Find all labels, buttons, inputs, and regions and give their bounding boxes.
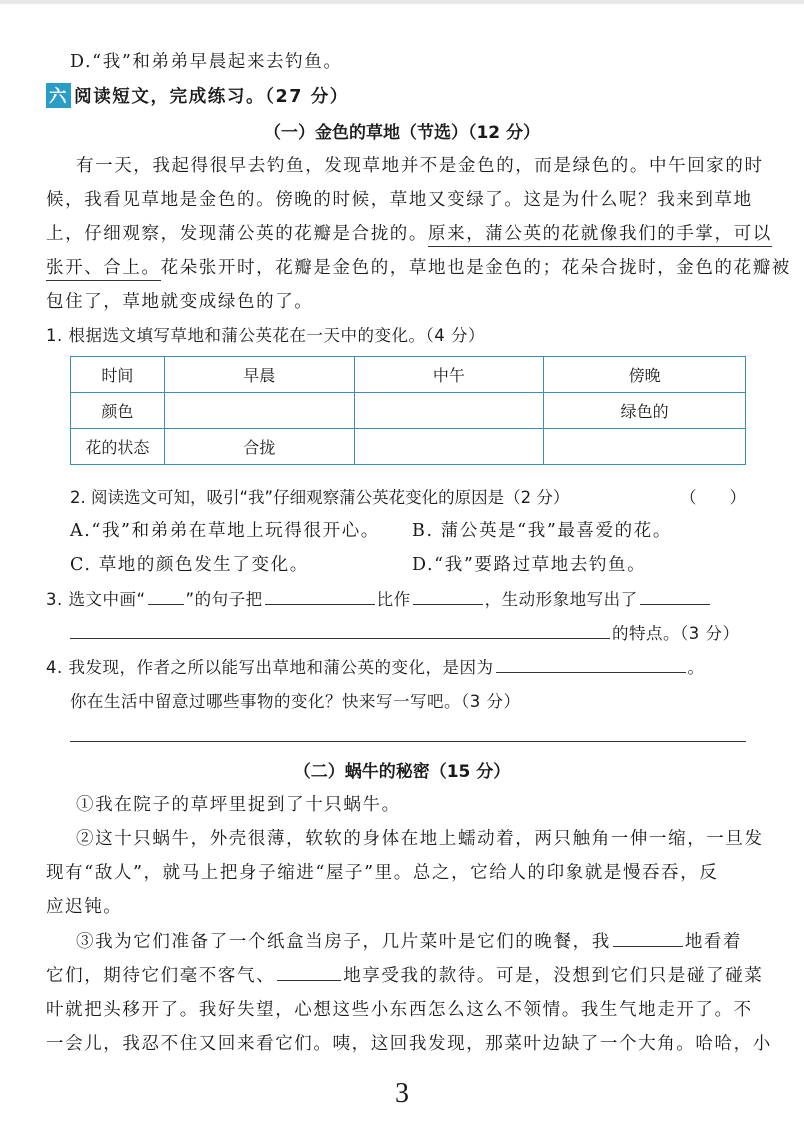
option-c[interactable]: C. 草地的颜色发生了变化。 [70, 555, 309, 575]
option-b[interactable]: B. 蒲公英是“我”最喜爱的花。 [412, 521, 672, 541]
page-number: 3 [395, 1078, 409, 1109]
question-3-part-3: 比作 [376, 590, 411, 609]
passage2-text: ③我为它们准备了一个纸盒当房子，几片菜叶是它们的晚餐，我 [76, 932, 611, 952]
answer-blank[interactable] [148, 603, 184, 605]
question-2-answer-paren[interactable]: （ ） [680, 488, 746, 507]
passage2-text: 地看着 [684, 932, 743, 952]
answer-cell-noon-color[interactable] [354, 393, 544, 429]
passage1-line-4-text: 花朵张开时，花瓣是金色的，草地也是金色的；花朵合拢时，金色的花瓣被 [160, 258, 791, 278]
option-d[interactable]: D.“我”要路过草地去钓鱼。 [412, 555, 647, 575]
question-3-line-1 [46, 586, 712, 610]
table-cell: 中午 [354, 357, 544, 393]
previous-option-d: D.“我”和弟弟早晨起来去钓鱼。 [70, 52, 343, 72]
answer-blank[interactable] [277, 979, 341, 981]
answer-blank[interactable] [613, 945, 683, 947]
passage1-title: （一）金色的草地（节选）（12 分） [263, 123, 541, 143]
table-cell: 傍晚 [544, 357, 746, 393]
answer-cell-noon-state[interactable] [354, 429, 544, 465]
question-2-stem: 2. 阅读选文可知，吸引“我”仔细观察蒲公英花变化的原因是（2 分） [70, 488, 570, 507]
question-4-part-2: 。 [687, 658, 705, 677]
question-4-line-2: 你在生活中留意过哪些事物的变化？快来写一写吧。（3 分） [70, 692, 521, 711]
passage1-line-2: 候，我看见草地是金色的。傍晚的时候，草地又变绿了。这是为什么呢？我来到草地 [46, 190, 753, 210]
answer-cell-morning-color[interactable] [164, 393, 354, 429]
question-2-line [70, 484, 746, 508]
passage1-line-3 [46, 220, 772, 245]
table-row-state [71, 429, 746, 465]
table-cell: 颜色 [71, 393, 165, 429]
question-3-line-2 [70, 620, 740, 644]
answer-blank[interactable] [413, 603, 483, 605]
change-table [70, 356, 746, 465]
passage2-text: 它们，期待它们毫不客气、 [46, 966, 276, 986]
passage1-line-1: 有一天，我起得很早去钓鱼，发现草地并不是金色的，而是绿色的。中午回家的时 [76, 156, 764, 176]
answer-blank[interactable] [496, 671, 686, 673]
question-3-part-1: 3. 选文中画“ [46, 590, 146, 609]
question-1-stem: 1. 根据选文填写草地和蒲公英花在一天中的变化。（4 分） [46, 326, 485, 345]
question-3-part-5: 的特点。（3 分） [612, 624, 740, 643]
passage2-line-3: 现有“敌人”，就马上把身子缩进“屋子”里。总之，它给人的印象就是慢吞吞，反 [46, 863, 719, 883]
passage1-line-3-text: 上，仔细观察，发现蒲公英的花瓣是合拢的。 [46, 224, 428, 244]
passage2-line-4: 应迟钝。 [46, 897, 123, 917]
answer-line[interactable] [70, 741, 746, 742]
table-cell: 花的状态 [71, 429, 165, 465]
answer-blank[interactable] [70, 637, 610, 639]
passage2-line-2: ②这十只蜗牛，外壳很薄，软软的身体在地上蠕动着，两只触角一伸一缩，一旦发 [76, 829, 764, 849]
scan-top-edge [0, 0, 804, 4]
answer-cell-evening-state[interactable] [544, 429, 746, 465]
passage1-line-4 [46, 254, 791, 279]
section-number-badge: 六 [46, 83, 71, 108]
table-cell: 时间 [71, 357, 165, 393]
passage2-line-5 [76, 928, 742, 953]
section-heading [46, 83, 349, 108]
table-cell: 早晨 [164, 357, 354, 393]
table-cell: 合拢 [164, 429, 354, 465]
passage2-text: 地享受我的款待。可是，没想到它们只是碰了碰菜 [343, 966, 764, 986]
passage1-line-5: 包住了，草地就变成绿色的了。 [46, 292, 314, 312]
answer-blank[interactable] [640, 603, 710, 605]
passage2-title: （二）蜗牛的秘密（15 分） [293, 762, 511, 782]
answer-blank[interactable] [265, 603, 375, 605]
question-3-part-4: ，生动形象地写出了 [484, 590, 638, 609]
underlined-sentence-part-2: 张开、合上。 [46, 258, 161, 281]
passage2-line-6 [46, 962, 763, 987]
question-4-line-1 [46, 654, 705, 678]
passage2-line-8: 一会儿，我忍不住又回来看它们。咦，这回我发现，那菜叶边缺了一个大角。哈哈，小 [46, 1034, 772, 1054]
table-header-row [71, 357, 746, 393]
table-cell: 绿色的 [544, 393, 746, 429]
passage2-line-7: 叶就把头移开了。我好失望，心想这些小东西怎么这么不领情。我生气地走开了。不 [46, 1000, 753, 1020]
underlined-sentence-part-1: 原来，蒲公英的花就像我们的手掌，可以 [428, 224, 772, 247]
option-a[interactable]: A.“我”和弟弟在草地上玩得很开心。 [70, 521, 380, 541]
section-title: 阅读短文，完成练习。（27 分） [74, 87, 349, 107]
passage2-paragraph-1: ①我在院子的草坪里捉到了十只蜗牛。 [76, 795, 401, 815]
question-4-part-1: 4. 我发现，作者之所以能写出草地和蒲公英的变化，是因为 [46, 658, 494, 677]
table-row-color [71, 393, 746, 429]
question-3-part-2: ”的句子把 [185, 590, 263, 609]
